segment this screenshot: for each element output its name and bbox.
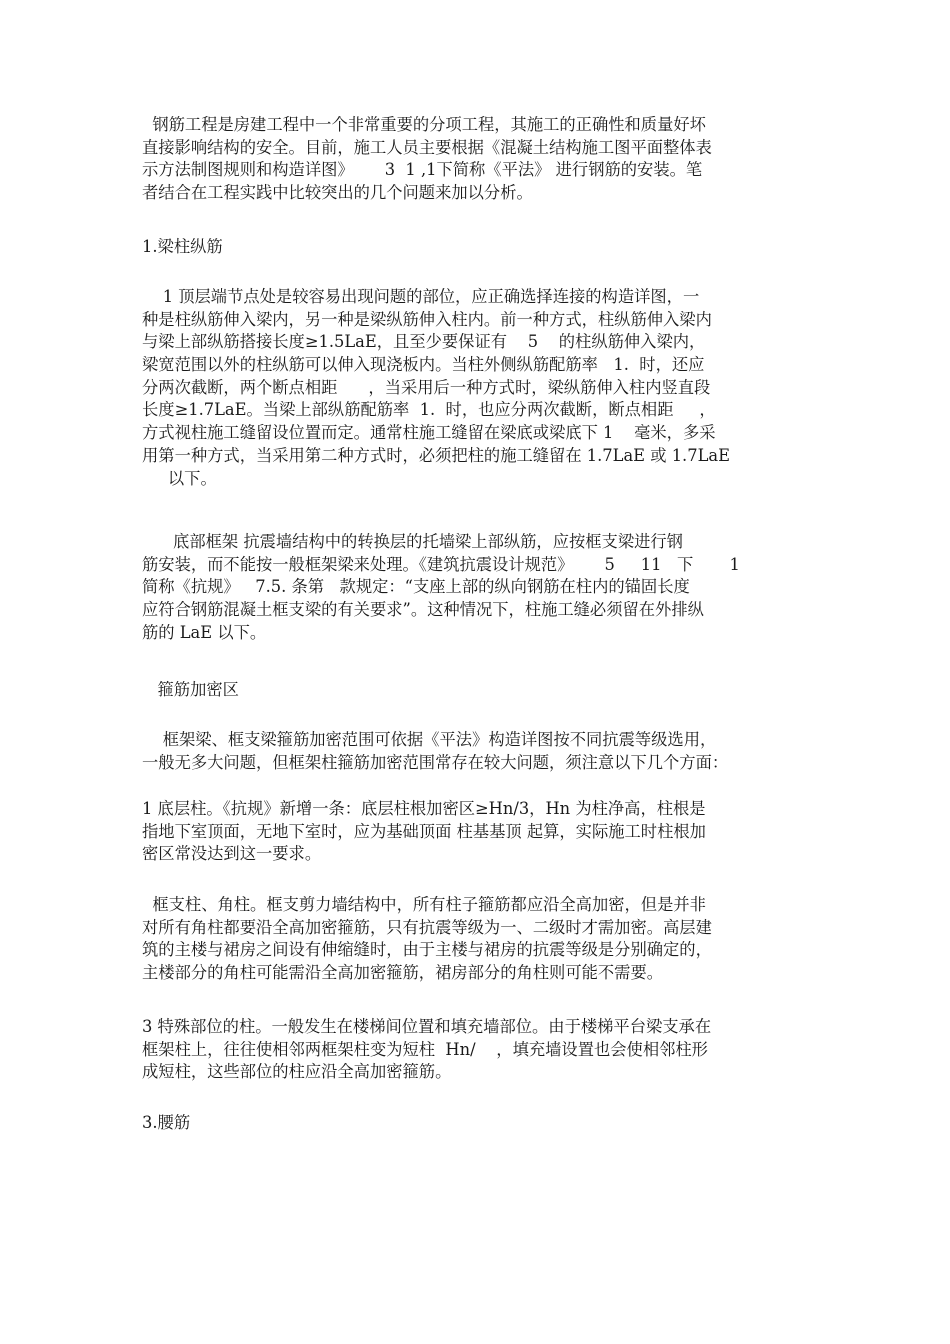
text-line: 指地下室顶面，无地下室时，应为基础顶面 柱基基顶 起算，实际施工时柱根加 [142,821,706,841]
text-line: 种是柱纵筋伸入梁内，另一种是梁纵筋伸入柱内。前一种方式，柱纵筋伸入梁内 [142,309,712,329]
section-heading-3 [142,1112,812,1135]
text-line: 与梁上部纵筋搭接长度≥1.5LaE，且至少要保证有 5 的柱纵筋伸入梁内， [142,332,706,352]
text-line: 成短柱，这些部位的柱应沿全高加密箍筋。 [142,1062,452,1082]
text-line: 直接影响结构的安全。目前，施工人员主要根据《混凝土结构施工图平面整体表 [142,137,712,157]
paragraph-bottom-column [142,798,812,866]
paragraph-corner-column [142,894,812,985]
text-line: 方式视柱施工缝留设位置而定。通常柱施工缝留在梁底或梁底下 1 毫米，多采 [142,423,716,443]
heading-text: 1.梁柱纵筋 [142,237,223,256]
paragraph-stirrup-intro [142,729,812,774]
text-line: 1 底层柱。《抗规》新增一条：底层柱根加密区≥Hn/3，Hn 为柱净高，柱根是 [142,799,706,818]
text-line: 者结合在工程实践中比较突出的几个问题来加以分析。 [142,183,533,203]
text-line: 3 特殊部位的柱。一般发生在楼梯间位置和填充墙部位。由于楼梯平台梁支承在 [142,1017,712,1036]
text-line: 密区常没达到这一要求。 [142,844,322,864]
text-line: 底部框架 抗震墙结构中的转换层的托墙梁上部纵筋，应按框支梁进行钢 [142,532,683,551]
text-line: 钢筋工程是房建工程中一个非常重要的分项工程，其施工的正确性和质量好坏 [142,115,706,134]
intro-paragraph [142,114,812,205]
section-heading-2 [142,679,812,702]
text-line: 应符合钢筋混凝土框支梁的有关要求”。这种情况下，柱施工缝必须留在外排纵 [142,600,704,620]
section-heading-1 [142,236,812,259]
text-line: 长度≥1.7LaE。当梁上部纵筋配筋率 1. 时，也应分两次截断，断点相距 ， [142,400,716,420]
text-line: 用第一种方式，当采用第二种方式时，必须把柱的施工缝留在 1.7LaE 或 1.7LaE [142,445,730,465]
text-line: 1 顶层端节点处是较容易出现问题的部位，应正确选择连接的构造详图，一 [142,287,700,306]
text-line: 框支柱、角柱。框支剪力墙结构中，所有柱子箍筋都应沿全高加密，但是并非 [142,895,706,914]
text-line: 框架柱上，往往使相邻两框架柱变为短柱 Hn/ ，填充墙设置也会使相邻柱形 [142,1039,708,1059]
heading-text: 箍筋加密区 [142,680,239,699]
text-line: 以下。 [142,468,217,488]
paragraph-transfer-layer [142,531,812,644]
text-line: 对所有角柱都要沿全高加密箍筋，只有抗震等级为一、二级时才需加密。高层建 [142,917,712,937]
heading-text: 3.腰筋 [142,1113,191,1132]
text-line: 主楼部分的角柱可能需沿全高加密箍筋，裙房部分的角柱则可能不需要。 [142,963,664,983]
paragraph-top-node [142,286,812,490]
text-line: 筑的主楼与裙房之间设有伸缩缝时，由于主楼与裙房的抗震等级是分别确定的， [142,940,712,960]
paragraph-special-column [142,1016,812,1084]
text-line: 筋的 LaE 以下。 [142,622,267,642]
text-line: 梁宽范围以外的柱纵筋可以伸入现浇板内。当柱外侧纵筋配筋率 1. 时，还应 [142,355,705,375]
text-line: 一般无多大问题，但框架柱箍筋加密范围常存在较大问题，须注意以下几个方面： [142,752,729,772]
text-line: 分两次截断，两个断点相距 ，当采用后一种方式时，梁纵筋伸入柱内竖直段 [142,377,711,397]
text-line: 示方法制图规则和构造详图》 3 1 ,1下简称《平法》 进行钢筋的安装。笔 [142,160,703,180]
text-line: 简称《抗规》 7.5. 条第 款规定：“支座上部的纵向钢筋在柱内的锚固长度 [142,577,690,597]
text-line: 框架梁、框支梁箍筋加密范围可依据《平法》构造详图按不同抗震等级选用， [142,730,717,749]
text-line: 筋安装，而不能按一般框架梁来处理。《建筑抗震设计规范》 5 11 下 1 [142,554,740,574]
